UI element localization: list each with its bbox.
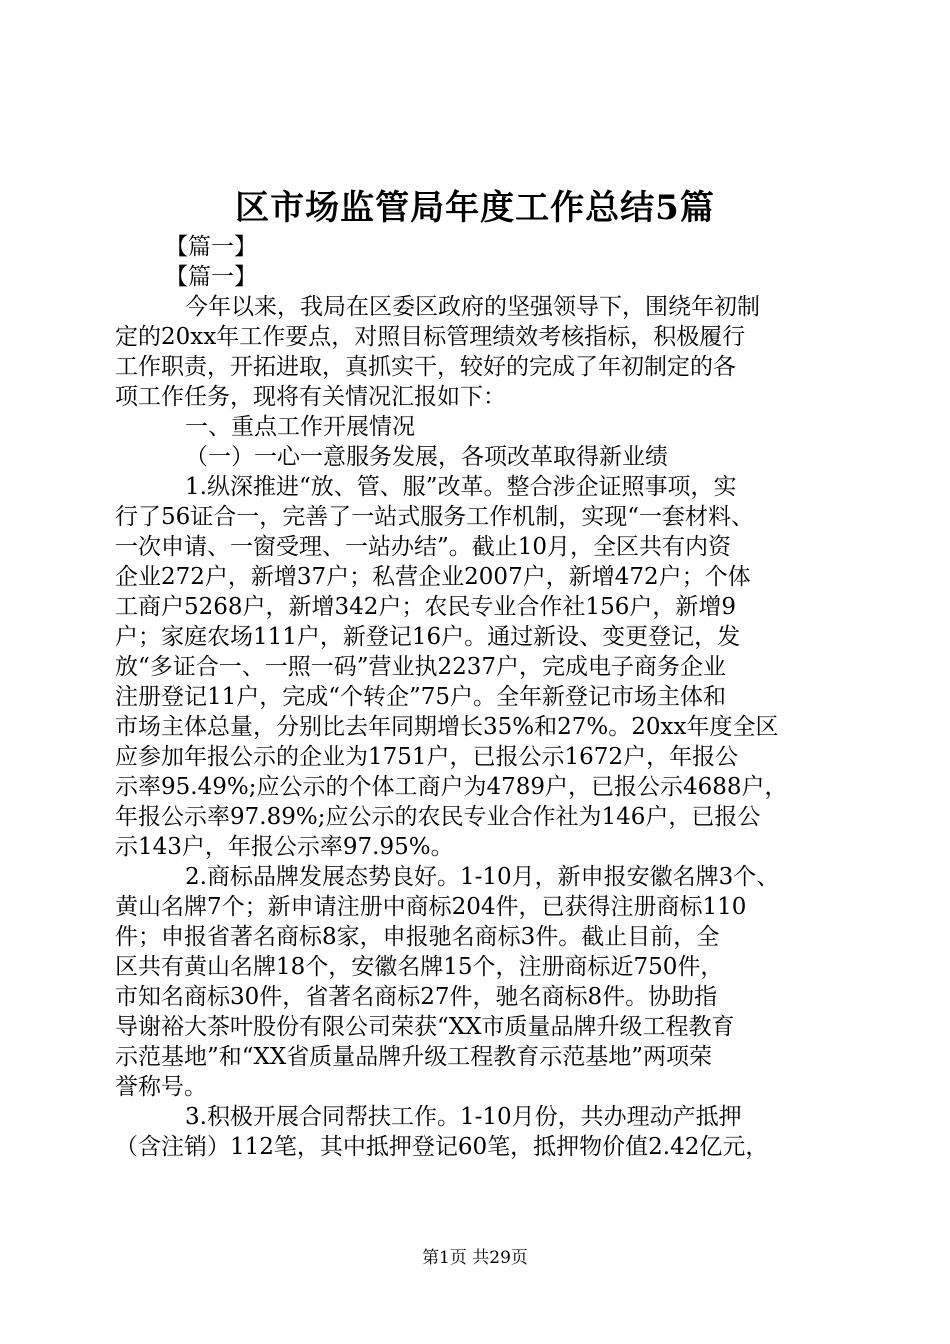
paragraph-line: 注册登记11户，完成“个转企”75户。全年新登记市场主体和: [115, 684, 727, 710]
document-body: [115, 232, 835, 1162]
paragraph-line: 行了56证合一，完善了一站式服务工作机制，实现“一套材料、: [115, 504, 755, 530]
paragraph-line: 示143户，年报公示率97.95%。: [115, 834, 454, 860]
paragraph-line: （含注销）112笔，其中抵押登记60笔，抵押物价值2.42亿元，: [115, 1134, 769, 1160]
paragraph-line: 市场主体总量，分别比去年同期增长35%和27%。20xx年度全区: [115, 714, 779, 740]
paragraph-line: 企业272户，新增37户；私营企业2007户，新增472户；个体: [115, 564, 751, 590]
paragraph-line: 今年以来，我局在区委区政府的坚强领导下，围绕年初制: [185, 294, 760, 320]
subsection-heading: 一、重点工作开展情况: [185, 414, 415, 440]
paragraph-line: 3.积极开展合同帮扶工作。1-10月份，共办理动产抵押: [185, 1104, 742, 1130]
paragraph-line: 户；家庭农场111户，新登记16户。通过新设、变更登记，发: [115, 624, 741, 650]
paragraph-line: 示范基地”和“XX省质量品牌升级工程教育示范基地”两项荣: [115, 1044, 713, 1070]
page-number-footer: 第1页 共29页: [422, 1248, 528, 1268]
paragraph-line: 示率95.49%;应公示的个体工商户为4789户，已报公示4688户，: [115, 774, 788, 800]
paragraph-line: 项工作任务，现将有关情况汇报如下：: [115, 384, 506, 410]
paragraph-line: 市知名商标30件，省著名商标27件，驰名商标8件。协助指: [115, 984, 718, 1010]
section-heading: 【篇一】: [165, 234, 257, 260]
paragraph-line: 工作职责，开拓进取，真抓实干，较好的完成了年初制定的各: [115, 354, 736, 380]
paragraph-line: 1.纵深推进“放、管、服”改革。整合涉企证照事项，实: [185, 474, 737, 500]
paragraph-line: 放“多证合一、一照一码”营业执2237户，完成电子商务企业: [115, 654, 727, 680]
paragraph-line: 应参加年报公示的企业为1751户，已报公示1672户，年报公: [115, 744, 739, 770]
document-title: 区市场监管局年度工作总结5篇: [235, 188, 715, 228]
paragraph-line: 导谢裕大茶叶股份有限公司荣获“XX市质量品牌升级工程教育: [115, 1014, 735, 1040]
subsection-heading: （一）一心一意服务发展，各项改革取得新业绩: [185, 444, 668, 470]
paragraph-line: 年报公示率97.89%;应公示的农民专业合作社为146户，已报公: [115, 804, 761, 830]
paragraph-line: 件；申报省著名商标8家，申报驰名商标3件。截止目前，全: [115, 924, 720, 950]
section-heading: 【篇一】: [165, 264, 257, 290]
paragraph-line: 工商户5268户，新增342户；农民专业合作社156户，新增9: [115, 594, 736, 620]
paragraph-line: 定的20xx年工作要点，对照目标管理绩效考核指标，积极履行: [115, 324, 746, 350]
paragraph-line: 2.商标品牌发展态势良好。1-10月，新申报安徽名牌3个、: [185, 864, 780, 890]
paragraph-line: 区共有黄山名牌18个，安徽名牌15个，注册商标近750件，: [115, 954, 724, 980]
paragraph-line: 一次申请、一窗受理、一站办结”。截止10月，全区共有内资: [115, 534, 732, 560]
paragraph-line: 黄山名牌7个；新申请注册中商标204件，已获得注册商标110: [115, 894, 747, 920]
paragraph-line: 誉称号。: [115, 1074, 207, 1100]
